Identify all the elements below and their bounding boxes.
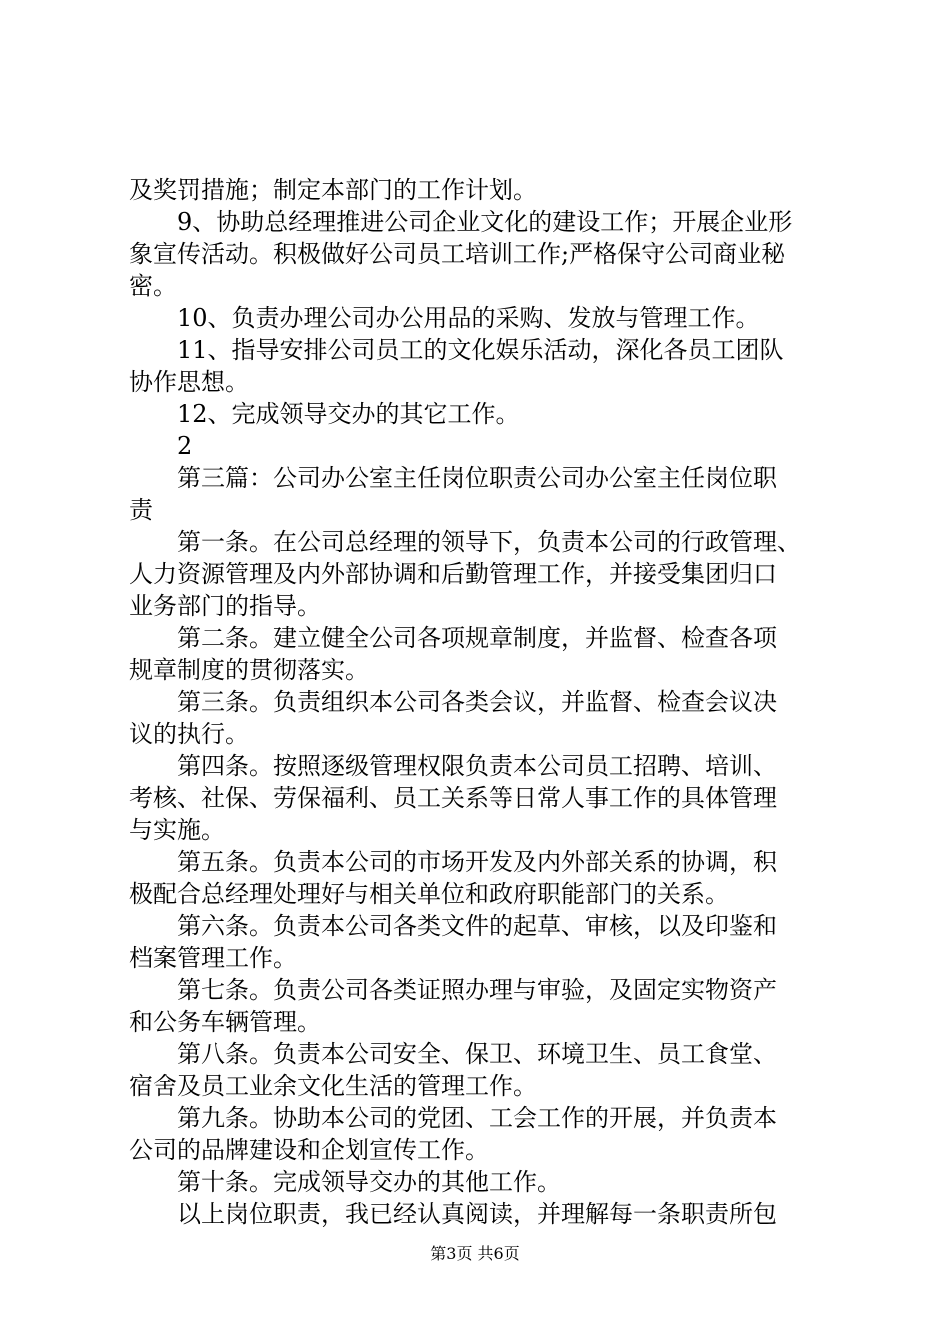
- text-line: 10、负责办理公司办公用品的采购、发放与管理工作。: [129, 304, 760, 332]
- text-line: 与实施。: [129, 816, 225, 844]
- text-line: 考核、社保、劳保福利、员工关系等日常人事工作的具体管理: [129, 784, 777, 812]
- text-line: 业务部门的指导。: [129, 592, 321, 620]
- text-line: 第六条。负责本公司各类文件的起草、审核，以及印鉴和: [129, 912, 777, 940]
- text-line: 协作思想。: [129, 368, 249, 396]
- text-line: 档案管理工作。: [129, 944, 297, 972]
- text-line: 密。: [129, 272, 177, 300]
- text-line: 和公务车辆管理。: [129, 1008, 321, 1036]
- text-line: 极配合总经理处理好与相关单位和政府职能部门的关系。: [129, 880, 729, 908]
- text-line: 9、协助总经理推进公司企业文化的建设工作；开展企业形: [129, 208, 793, 236]
- text-line: 第二条。建立健全公司各项规章制度，并监督、检查各项: [129, 624, 777, 652]
- text-line: 宿舍及员工业余文化生活的管理工作。: [129, 1072, 537, 1100]
- text-line: 人力资源管理及内外部协调和后勤管理工作，并接受集团归口: [129, 560, 777, 588]
- text-line: 第八条。负责本公司安全、保卫、环境卫生、员工食堂、: [129, 1040, 777, 1068]
- text-line: 第十条。完成领导交办的其他工作。: [129, 1168, 561, 1196]
- page-footer: [0, 1244, 950, 1264]
- text-line: 第四条。按照逐级管理权限负责本公司员工招聘、培训、: [129, 752, 777, 780]
- document-body: [129, 174, 839, 1230]
- text-line: 象宣传活动。积极做好公司员工培训工作;严格保守公司商业秘: [129, 240, 786, 268]
- text-line: 及奖罚措施；制定本部门的工作计划。: [129, 176, 537, 204]
- text-line: 11、指导安排公司员工的文化娱乐活动，深化各员工团队: [129, 336, 784, 364]
- text-line: 第一条。在公司总经理的领导下，负责本公司的行政管理、: [129, 528, 801, 556]
- text-line: 公司的品牌建设和企划宣传工作。: [129, 1136, 489, 1164]
- text-line: 第九条。协助本公司的党团、工会工作的开展，并负责本: [129, 1104, 777, 1132]
- text-line: 议的执行。: [129, 720, 249, 748]
- text-line: 2: [129, 432, 193, 460]
- text-line: 12、完成领导交办的其它工作。: [129, 400, 520, 428]
- text-line: 第五条。负责本公司的市场开发及内外部关系的协调，积: [129, 848, 777, 876]
- section-title-line: 责: [129, 496, 153, 524]
- text-line: 以上岗位职责，我已经认真阅读，并理解每一条职责所包: [129, 1200, 777, 1228]
- section-title-line: 第三篇：公司办公室主任岗位职责公司办公室主任岗位职: [129, 464, 777, 492]
- page-number: 第3页 共6页: [430, 1244, 520, 1263]
- text-line: 第七条。负责公司各类证照办理与审验，及固定实物资产: [129, 976, 777, 1004]
- text-line: 规章制度的贯彻落实。: [129, 656, 369, 684]
- text-line: 第三条。负责组织本公司各类会议，并监督、检查会议决: [129, 688, 777, 716]
